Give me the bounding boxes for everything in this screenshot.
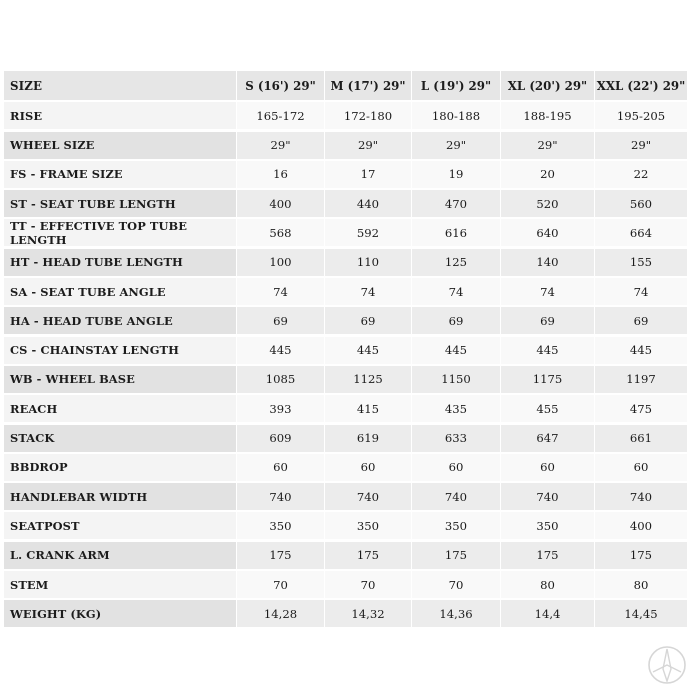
value-cell-m: 350	[325, 512, 412, 539]
row-label: CS - CHAINSTAY LENGTH	[4, 337, 237, 364]
value-cell-xxl: 74	[595, 278, 688, 305]
header-cell-size: SIZE	[4, 71, 237, 100]
value-cell-m: 29"	[325, 132, 412, 159]
row-label: L. CRANK ARM	[4, 542, 237, 569]
value-cell-xl: 74	[501, 278, 595, 305]
logo-watermark-icon	[644, 642, 690, 688]
value-cell-xl: 647	[501, 425, 595, 452]
value-cell-xl: 175	[501, 542, 595, 569]
geometry-grid	[4, 71, 688, 630]
value-cell-xl: 60	[501, 454, 595, 481]
header-cell-s: S (16') 29"	[237, 71, 325, 100]
value-cell-xl: 188-195	[501, 102, 595, 129]
value-cell-m: 14,32	[325, 600, 412, 627]
value-cell-xl: 69	[501, 307, 595, 334]
value-cell-l: 60	[412, 454, 501, 481]
row-label: STACK	[4, 425, 237, 452]
row-label: STEM	[4, 571, 237, 598]
value-cell-s: 70	[237, 571, 325, 598]
value-cell-s: 350	[237, 512, 325, 539]
value-cell-s: 445	[237, 337, 325, 364]
value-cell-xl: 640	[501, 219, 595, 246]
value-cell-xxl: 29"	[595, 132, 688, 159]
row-label: WEIGHT (KG)	[4, 600, 237, 627]
row-label: TT - EFFECTIVE TOP TUBE LENGTH	[4, 219, 237, 246]
row-label: ST - SEAT TUBE LENGTH	[4, 190, 237, 217]
value-cell-xxl: 14,45	[595, 600, 688, 627]
value-cell-l: 470	[412, 190, 501, 217]
value-cell-xxl: 155	[595, 249, 688, 276]
value-cell-xxl: 80	[595, 571, 688, 598]
value-cell-l: 74	[412, 278, 501, 305]
header-cell-xxl: XXL (22') 29"	[595, 71, 688, 100]
value-cell-l: 350	[412, 512, 501, 539]
value-cell-xxl: 445	[595, 337, 688, 364]
value-cell-m: 74	[325, 278, 412, 305]
value-cell-xxl: 60	[595, 454, 688, 481]
value-cell-s: 393	[237, 395, 325, 422]
value-cell-s: 16	[237, 161, 325, 188]
value-cell-s: 69	[237, 307, 325, 334]
value-cell-xxl: 560	[595, 190, 688, 217]
row-label: REACH	[4, 395, 237, 422]
row-label: SA - SEAT TUBE ANGLE	[4, 278, 237, 305]
geometry-table	[4, 71, 688, 630]
value-cell-xl: 140	[501, 249, 595, 276]
value-cell-xxl: 1197	[595, 366, 688, 393]
value-cell-xxl: 664	[595, 219, 688, 246]
value-cell-xxl: 175	[595, 542, 688, 569]
value-cell-s: 568	[237, 219, 325, 246]
value-cell-l: 69	[412, 307, 501, 334]
value-cell-m: 445	[325, 337, 412, 364]
value-cell-l: 19	[412, 161, 501, 188]
value-cell-xl: 520	[501, 190, 595, 217]
value-cell-m: 69	[325, 307, 412, 334]
value-cell-s: 400	[237, 190, 325, 217]
row-label: HA - HEAD TUBE ANGLE	[4, 307, 237, 334]
value-cell-s: 100	[237, 249, 325, 276]
value-cell-s: 1085	[237, 366, 325, 393]
value-cell-s: 165-172	[237, 102, 325, 129]
value-cell-l: 180-188	[412, 102, 501, 129]
value-cell-xl: 1175	[501, 366, 595, 393]
value-cell-xxl: 475	[595, 395, 688, 422]
header-cell-xl: XL (20') 29"	[501, 71, 595, 100]
value-cell-m: 17	[325, 161, 412, 188]
value-cell-xl: 350	[501, 512, 595, 539]
value-cell-s: 60	[237, 454, 325, 481]
value-cell-xl: 445	[501, 337, 595, 364]
row-label: WHEEL SIZE	[4, 132, 237, 159]
value-cell-m: 415	[325, 395, 412, 422]
value-cell-m: 110	[325, 249, 412, 276]
value-cell-s: 740	[237, 483, 325, 510]
value-cell-m: 440	[325, 190, 412, 217]
value-cell-m: 1125	[325, 366, 412, 393]
value-cell-l: 616	[412, 219, 501, 246]
value-cell-m: 60	[325, 454, 412, 481]
value-cell-l: 435	[412, 395, 501, 422]
value-cell-l: 445	[412, 337, 501, 364]
header-cell-l: L (19') 29"	[412, 71, 501, 100]
value-cell-s: 609	[237, 425, 325, 452]
value-cell-l: 1150	[412, 366, 501, 393]
value-cell-l: 70	[412, 571, 501, 598]
value-cell-xl: 14,4	[501, 600, 595, 627]
row-label: WB - WHEEL BASE	[4, 366, 237, 393]
value-cell-xl: 20	[501, 161, 595, 188]
header-cell-m: M (17') 29"	[325, 71, 412, 100]
value-cell-xl: 80	[501, 571, 595, 598]
row-label: FS - FRAME SIZE	[4, 161, 237, 188]
value-cell-xl: 455	[501, 395, 595, 422]
row-label: HANDLEBAR WIDTH	[4, 483, 237, 510]
value-cell-xxl: 22	[595, 161, 688, 188]
row-label: HT - HEAD TUBE LENGTH	[4, 249, 237, 276]
row-label: RISE	[4, 102, 237, 129]
value-cell-xxl: 400	[595, 512, 688, 539]
value-cell-l: 175	[412, 542, 501, 569]
value-cell-m: 175	[325, 542, 412, 569]
value-cell-m: 172-180	[325, 102, 412, 129]
value-cell-xxl: 195-205	[595, 102, 688, 129]
value-cell-xxl: 661	[595, 425, 688, 452]
value-cell-xl: 740	[501, 483, 595, 510]
value-cell-l: 14,36	[412, 600, 501, 627]
value-cell-m: 740	[325, 483, 412, 510]
value-cell-l: 29"	[412, 132, 501, 159]
value-cell-s: 74	[237, 278, 325, 305]
value-cell-xxl: 69	[595, 307, 688, 334]
row-label: BBDROP	[4, 454, 237, 481]
value-cell-s: 29"	[237, 132, 325, 159]
value-cell-l: 125	[412, 249, 501, 276]
value-cell-m: 619	[325, 425, 412, 452]
value-cell-xxl: 740	[595, 483, 688, 510]
value-cell-m: 592	[325, 219, 412, 246]
value-cell-m: 70	[325, 571, 412, 598]
value-cell-l: 633	[412, 425, 501, 452]
value-cell-s: 175	[237, 542, 325, 569]
value-cell-xl: 29"	[501, 132, 595, 159]
row-label: SEATPOST	[4, 512, 237, 539]
value-cell-s: 14,28	[237, 600, 325, 627]
value-cell-l: 740	[412, 483, 501, 510]
